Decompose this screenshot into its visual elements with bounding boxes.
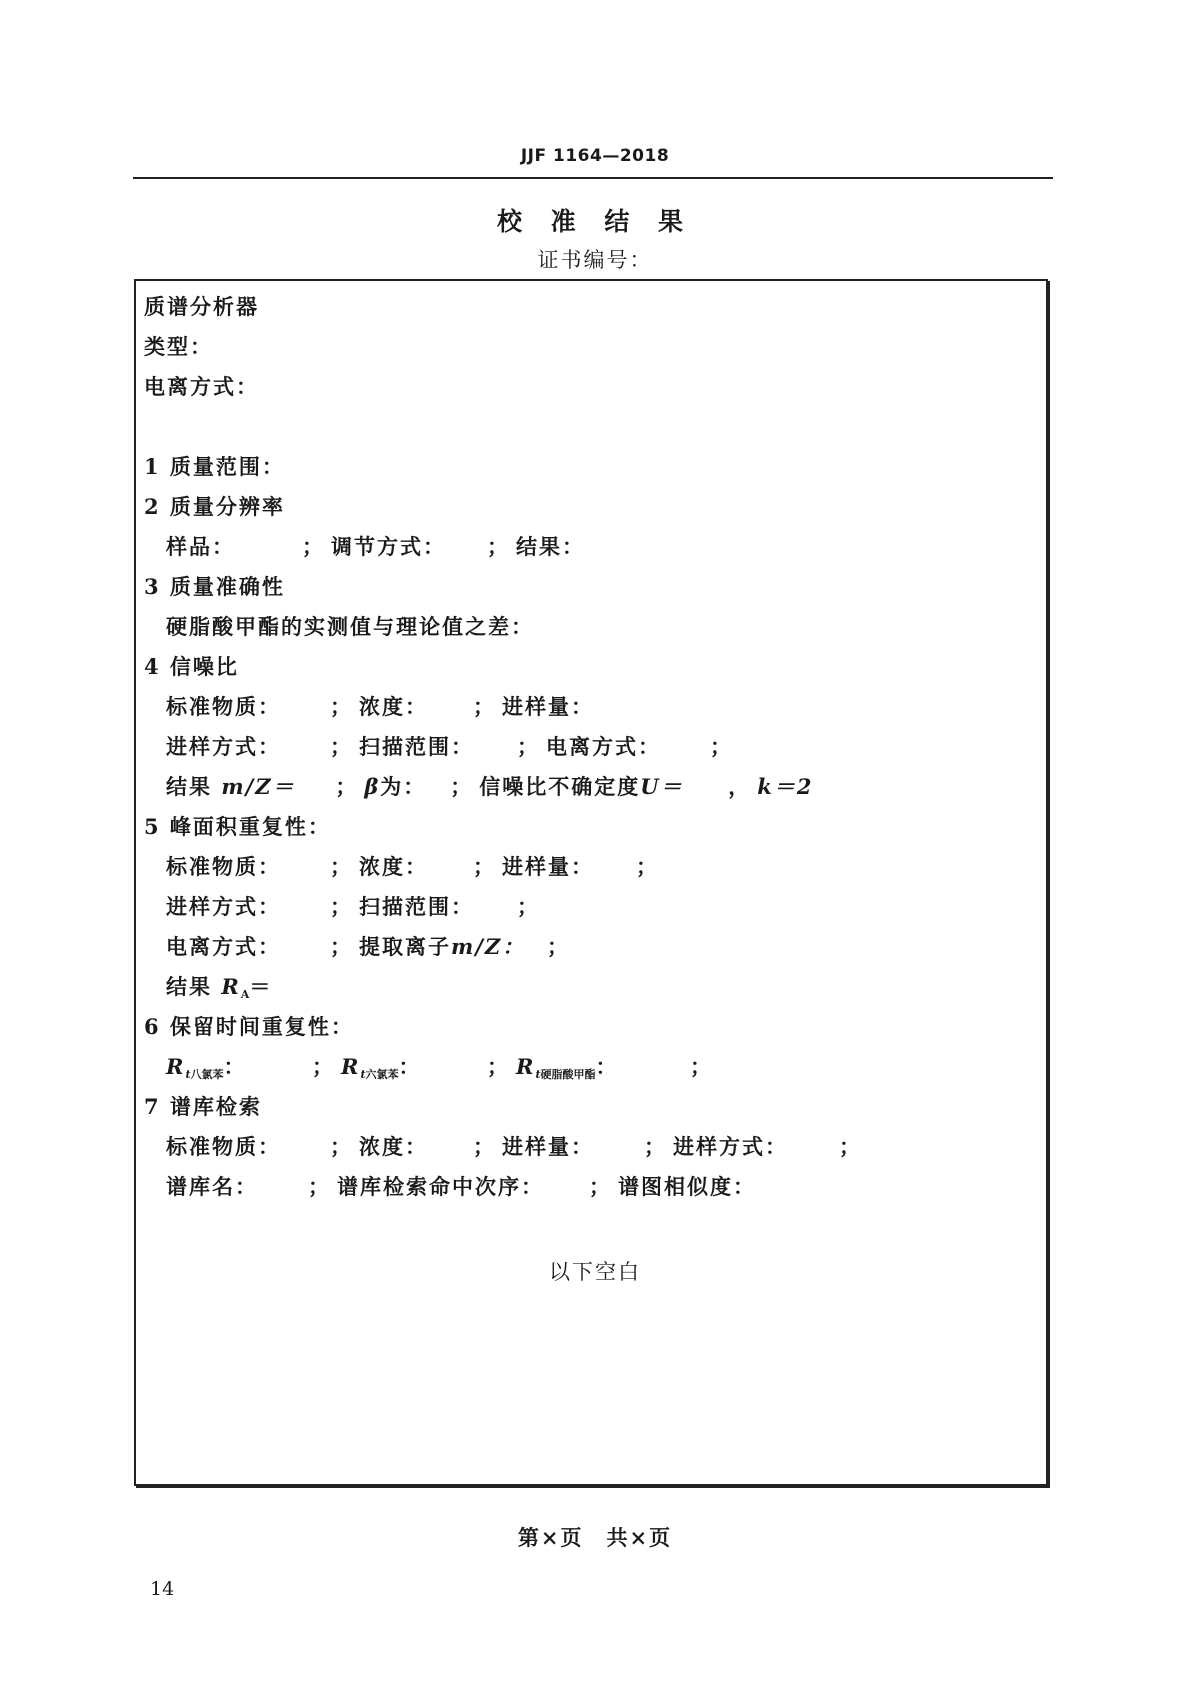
separator: ； [312, 1054, 335, 1079]
reference-material-label: 标准物质： [166, 854, 281, 879]
result-prefix: 结果 [166, 974, 212, 999]
rt-symbol: R [516, 1054, 536, 1079]
injection-mode-label: 进样方式： [166, 894, 281, 919]
separator: ； [330, 694, 353, 719]
extract-mz-symbol: m/Z： [451, 934, 526, 959]
separator: ； [644, 1134, 667, 1159]
standard-code: JJF 1164—2018 [520, 146, 670, 166]
result-label: 结果： [516, 534, 585, 559]
peak-result-row [144, 967, 1024, 1007]
rt-symbol: R [341, 1054, 361, 1079]
rt-methyl-stearate [516, 1047, 684, 1095]
section-library-search: 7 谱库检索 [144, 1094, 262, 1119]
section-peak-area-repeatability: 5 峰面积重复性： [144, 814, 331, 839]
library-fields-row1 [144, 1127, 1024, 1167]
separator: ； [690, 1054, 713, 1079]
separator: ； [308, 1174, 331, 1199]
spacer [144, 407, 1024, 447]
rt-subscript-t: t [360, 1068, 366, 1081]
scan-range-label: 扫描范围： [359, 894, 474, 919]
separator: ； [302, 534, 325, 559]
concentration-label: 浓度： [359, 694, 428, 719]
colon: ： [398, 1054, 422, 1079]
injection-volume-label: 进样量： [502, 854, 594, 879]
peak-fields-row2 [144, 887, 1024, 927]
uncertainty-label: 信噪比不确定度 [479, 774, 641, 799]
section-mass-range: 1 质量范围： [144, 454, 285, 479]
uncertainty-symbol: U＝ [640, 774, 684, 799]
coverage-factor: k＝2 [757, 774, 814, 799]
colon: ： [595, 1054, 619, 1079]
separator: ； [517, 894, 540, 919]
reference-material-label: 标准物质： [166, 694, 281, 719]
ra-equals: ＝ [249, 974, 273, 999]
separator: ； [589, 1174, 612, 1199]
colon: ： [223, 1054, 247, 1079]
separator: ； [710, 734, 733, 759]
separator: ； [487, 1054, 510, 1079]
retention-fields [144, 1047, 1024, 1087]
separator: ； [330, 934, 353, 959]
blank-below-note: 以下空白 [549, 1260, 641, 1284]
ionization-mode-label: 电离方式： [166, 934, 281, 959]
adjust-mode-label: 调节方式： [331, 534, 446, 559]
separator: ； [636, 854, 659, 879]
injection-mode-label: 进样方式： [673, 1134, 788, 1159]
injection-mode-label: 进样方式： [166, 734, 281, 759]
certificate-number-label: 证书编号： [537, 248, 653, 272]
results-content [144, 287, 1024, 1207]
injection-volume-label: 进样量： [502, 694, 594, 719]
rt-symbol: R [166, 1054, 186, 1079]
rt-subscript-t: t [185, 1068, 191, 1081]
separator: ； [473, 694, 496, 719]
ionization-label: 电离方式： [144, 374, 259, 399]
concentration-label: 浓度： [359, 1134, 428, 1159]
separator: ； [450, 774, 474, 799]
type-label: 类型： [144, 334, 213, 359]
mz-symbol: m/Z＝ [221, 774, 296, 799]
sample-label: 样品： [166, 534, 235, 559]
result-prefix: 结果 [166, 774, 212, 799]
separator: ； [547, 934, 570, 959]
section-snr: 4 信噪比 [144, 654, 239, 679]
rt-hexachlorobenzene [341, 1047, 481, 1095]
concentration-label: 浓度： [359, 854, 428, 879]
instrument-name: 质谱分析器 [144, 294, 259, 319]
similarity-label: 谱图相似度： [618, 1174, 756, 1199]
separator: ； [473, 854, 496, 879]
separator: ； [473, 1134, 496, 1159]
rt-subscript-t: t [535, 1068, 541, 1081]
page-title: 校 准 结 果 [496, 207, 694, 236]
section-retention-repeatability: 6 保留时间重复性： [144, 1014, 354, 1039]
rt-compound-3: 硬脂酸甲酯 [540, 1068, 596, 1081]
ra-symbol: R [221, 974, 241, 999]
ionization-mode-label: 电离方式： [546, 734, 661, 759]
separator: ， [728, 774, 752, 799]
rt-compound-1: 八氯苯 [190, 1068, 224, 1081]
separator: ； [517, 734, 540, 759]
beta-label: 为： [380, 774, 427, 799]
separator: ； [839, 1134, 862, 1159]
section-mass-resolution: 2 质量分辨率 [144, 494, 285, 519]
separator: ； [330, 894, 353, 919]
page-number: 14 [150, 1578, 175, 1600]
header-rule [133, 177, 1053, 179]
section-mass-accuracy: 3 质量准确性 [144, 574, 285, 599]
resolution-fields [144, 527, 1024, 567]
peak-fields-row1 [144, 847, 1024, 887]
hit-order-label: 谱库检索命中次序： [337, 1174, 544, 1199]
beta-symbol: β [364, 774, 381, 799]
separator: ； [487, 534, 510, 559]
snr-result-row [144, 767, 1024, 807]
separator: ； [330, 734, 353, 759]
separator: ； [335, 774, 359, 799]
library-fields-row2 [144, 1167, 1024, 1207]
page-count-footer: 第×页 共×页 [517, 1525, 673, 1550]
accuracy-diff-label: 硬脂酸甲酯的实测值与理论值之差： [166, 614, 534, 639]
reference-material-label: 标准物质： [166, 1134, 281, 1159]
peak-fields-row3 [144, 927, 1024, 967]
separator: ； [330, 854, 353, 879]
snr-fields-row1 [144, 687, 1024, 727]
injection-volume-label: 进样量： [502, 1134, 594, 1159]
scan-range-label: 扫描范围： [359, 734, 474, 759]
snr-fields-row2 [144, 727, 1024, 767]
rt-compound-2: 六氯苯 [365, 1068, 399, 1081]
separator: ； [330, 1134, 353, 1159]
extract-ion-label: 提取离子 [359, 934, 451, 959]
library-name-label: 谱库名： [166, 1174, 258, 1199]
ra-subscript: A [240, 988, 250, 1001]
